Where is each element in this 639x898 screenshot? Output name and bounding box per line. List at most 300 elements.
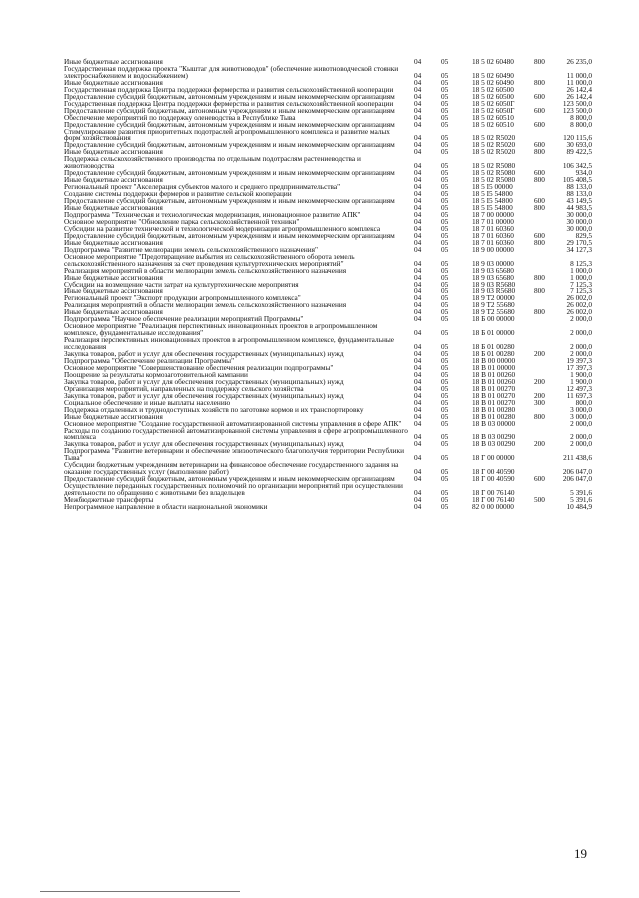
- row-rz: 04: [414, 223, 422, 233]
- row-rz: 04: [414, 411, 422, 421]
- row-name: Государственная поддержка Центра поддержки фермерства и развития сельскохозяйственной кооперации: [64, 84, 394, 94]
- row-csr: 18 7 01 60360: [472, 230, 514, 240]
- row-name: Предоставление субсидий бюджетным, автономным учреждениям и иным некоммерческим организациям: [64, 196, 395, 206]
- row-csr: 18 В 01 00280: [472, 404, 516, 414]
- row-name: Основное мероприятие "Создание государственной автоматизированной системы управления в сфере АПК": [64, 418, 402, 428]
- row-name: Реализация перспективных инновационных проектов в агропромышленном комплексе, фундаментальные исследования: [64, 335, 394, 352]
- row-pr: 05: [441, 502, 449, 511]
- row-sum: 5 391,6: [570, 488, 592, 498]
- row-pr: 05: [441, 237, 449, 247]
- row-pr: 05: [441, 404, 449, 414]
- row-sum: 3 000,0: [570, 411, 592, 421]
- row-csr: 18 9 03 65680: [472, 272, 514, 282]
- row-rz: 04: [414, 147, 422, 157]
- row-csr: 18 Г 00 40590: [472, 474, 515, 484]
- row-pr: 05: [441, 182, 449, 192]
- row-rz: 04: [414, 203, 422, 213]
- row-rz: 04: [414, 258, 422, 268]
- row-name: Организация мероприятий, направленных на поддержку сельского хозяйства: [64, 383, 304, 393]
- row-csr: 18 9 03 00000: [472, 258, 514, 268]
- row-name: Иные бюджетные ассигнования: [64, 147, 163, 157]
- row-name: Предоставление субсидий бюджетным, автономным учреждениям и иным некоммерческим организациям: [64, 474, 395, 484]
- row-csr: 18 5 I5 54800: [472, 203, 513, 213]
- row-sum: 2 000,0: [570, 349, 592, 359]
- row-sum: 26 002,0: [566, 300, 592, 310]
- row-sum: 29 170,5: [566, 237, 592, 247]
- row-sum: 11 697,3: [566, 390, 592, 400]
- row-pr: 05: [441, 383, 449, 393]
- row-csr: 18 5 02 R5020: [472, 140, 516, 150]
- row-name: Иные бюджетные ассигнования: [64, 286, 163, 296]
- row-sum: 89 422,5: [566, 147, 592, 157]
- row-sum: 26 002,0: [566, 293, 592, 303]
- row-sum: 8 800,0: [570, 112, 592, 122]
- row-rz: 04: [414, 182, 422, 192]
- row-sum: 1 000,0: [570, 265, 592, 275]
- row-sum: 211 438,6: [563, 453, 592, 463]
- row-name: Подпрограмма "Развитие мелиорации земель сельскохозяйственного назначения": [64, 244, 318, 254]
- row-pr: 05: [441, 91, 449, 101]
- row-vr: 800: [534, 286, 545, 296]
- row-rz: 04: [414, 237, 422, 247]
- row-name: Иные бюджетные ассигнования: [64, 272, 163, 282]
- row-name: Иные бюджетные ассигнования: [64, 307, 163, 317]
- row-csr: 18 В 01 00270: [472, 397, 516, 407]
- row-vr: 500: [534, 495, 545, 505]
- row-name: Поддержка отдаленных и труднодоступных хозяйств по заготовке кормов и их транспортировку: [64, 404, 364, 414]
- row-name: Подпрограмма "Обеспечение реализации Программы": [64, 355, 235, 365]
- row-name: Поддержка сельскохозяйственного производства по отдельным подотраслям растениеводства и животноводства: [64, 154, 361, 171]
- row-csr: 18 5 02 R5080: [472, 175, 516, 185]
- row-csr: 18 В 01 00000: [472, 362, 516, 372]
- row-vr: 800: [534, 237, 545, 247]
- row-name: Непрограммное направление в области национальной экономики: [64, 502, 268, 511]
- row-name: Создание системы поддержки фермеров и развитие сельской кооперации: [64, 189, 292, 199]
- row-rz: 04: [414, 286, 422, 296]
- row-csr: 18 Б 01 00000: [472, 328, 515, 338]
- row-rz: 04: [414, 307, 422, 317]
- row-pr: 05: [441, 397, 449, 407]
- row-csr: 18 Г 00 40590: [472, 467, 515, 477]
- row-csr: 18 5 02 60500: [472, 84, 514, 94]
- row-sum: 11 000,0: [566, 77, 592, 87]
- row-sum: 2 000,0: [570, 342, 592, 352]
- row-pr: 05: [441, 147, 449, 157]
- row-name: Подпрограмма "Научное обеспечение реализации мероприятий Программы": [64, 314, 304, 324]
- row-csr: 18 Б 01 00280: [472, 349, 515, 359]
- row-rz: 04: [414, 314, 422, 324]
- row-rz: 04: [414, 432, 422, 442]
- row-csr: 18 Б 00 00000: [472, 314, 515, 324]
- row-pr: 05: [441, 140, 449, 150]
- row-pr: 05: [441, 349, 449, 359]
- row-name: Закупка товаров, работ и услуг для обеспечения государственных (муниципальных) нужд: [64, 439, 344, 449]
- row-csr: 18 Г 00 76140: [472, 495, 515, 505]
- row-rz: 04: [414, 488, 422, 498]
- row-sum: 43 149,5: [566, 196, 592, 206]
- row-pr: 05: [441, 133, 449, 143]
- row-csr: 18 5 02 R5020: [472, 133, 516, 143]
- row-csr: 18 9 T2 55680: [472, 307, 515, 317]
- row-pr: 05: [441, 369, 449, 379]
- row-pr: 05: [441, 418, 449, 428]
- row-sum: 106 342,5: [562, 161, 592, 171]
- row-csr: 18 Г 00 00000: [472, 453, 515, 463]
- row-vr: 200: [534, 349, 545, 359]
- row-pr: 05: [441, 216, 449, 226]
- row-vr: 600: [534, 140, 545, 150]
- row-name: Закупка товаров, работ и услуг для обеспечения государственных (муниципальных) нужд: [64, 390, 344, 400]
- row-pr: 05: [441, 307, 449, 317]
- row-csr: 18 В 01 00260: [472, 369, 516, 379]
- row-pr: 05: [441, 495, 449, 505]
- row-rz: 04: [414, 376, 422, 386]
- row-sum: 8 800,0: [570, 119, 592, 129]
- row-vr: 200: [534, 376, 545, 386]
- row-sum: 1 900,0: [570, 376, 592, 386]
- row-sum: 7 125,3: [570, 286, 592, 296]
- row-pr: 05: [441, 411, 449, 421]
- row-csr: 18 9 00 00000: [472, 244, 514, 254]
- row-pr: 05: [441, 112, 449, 122]
- row-name: Предоставление субсидий бюджетным, автономным учреждениям и иным некоммерческим организациям: [64, 91, 395, 101]
- row-vr: 800: [534, 411, 545, 421]
- row-rz: 04: [414, 77, 422, 87]
- row-sum: 10 484,9: [566, 502, 592, 511]
- row-rz: 04: [414, 196, 422, 206]
- row-sum: 3 000,0: [570, 404, 592, 414]
- row-name: Реализация мероприятий в области мелиорации земель сельскохозяйственного назначения: [64, 265, 347, 275]
- row-name: Основное мероприятие "Реализация перспективных инновационных проектов в агропромышленном комплексе, фундаментальные исследования": [64, 321, 378, 338]
- row-rz: 04: [414, 502, 422, 511]
- row-rz: 04: [414, 133, 422, 143]
- row-rz: 04: [414, 112, 422, 122]
- row-pr: 05: [441, 209, 449, 219]
- row-name: Расходы по созданию государственной автоматизированной системы управления в сфере агропромышленного комплекса: [64, 425, 408, 442]
- row-pr: 05: [441, 84, 449, 94]
- row-rz: 04: [414, 105, 422, 115]
- row-rz: 04: [414, 98, 422, 108]
- row-name: Основное мероприятие "Совершенствование обеспечения реализации подпрограммы": [64, 362, 334, 372]
- row-pr: 05: [441, 390, 449, 400]
- row-rz: 04: [414, 216, 422, 226]
- row-pr: 05: [441, 432, 449, 442]
- row-csr: 18 5 02 60490: [472, 70, 514, 80]
- row-rz: 04: [414, 168, 422, 178]
- row-pr: 05: [441, 328, 449, 338]
- row-rz: 04: [414, 293, 422, 303]
- row-rz: 04: [414, 91, 422, 101]
- row-name: Социальное обеспечение и иные выплаты населению: [64, 397, 231, 407]
- row-name: Предоставление субсидий бюджетным, автономным учреждениям и иным некоммерческим организациям: [64, 140, 395, 150]
- row-csr: 18 9 03 R5680: [472, 286, 516, 296]
- row-pr: 05: [441, 279, 449, 289]
- row-rz: 04: [414, 209, 422, 219]
- row-pr: 05: [441, 439, 449, 449]
- row-vr: 600: [534, 196, 545, 206]
- row-pr: 05: [441, 293, 449, 303]
- row-sum: 12 497,3: [566, 383, 592, 393]
- row-pr: 05: [441, 98, 449, 108]
- row-csr: 18 9 03 R5680: [472, 279, 516, 289]
- row-pr: 05: [441, 196, 449, 206]
- row-rz: 04: [414, 467, 422, 477]
- row-sum: 206 047,0: [562, 474, 592, 484]
- row-name: Подпрограмма "Техническая и технологическая модернизация, инновационное развитие АПК": [64, 209, 361, 219]
- row-csr: 18 7 01 60360: [472, 223, 514, 233]
- row-rz: 04: [414, 230, 422, 240]
- row-sum: 7 125,3: [570, 279, 592, 289]
- row-csr: 18 5 02 R5080: [472, 168, 516, 178]
- row-vr: 600: [534, 119, 545, 129]
- row-vr: 200: [534, 390, 545, 400]
- row-pr: 05: [441, 77, 449, 87]
- row-sum: 206 047,0: [562, 467, 592, 477]
- row-vr: 600: [534, 168, 545, 178]
- row-vr: 800: [534, 203, 545, 213]
- row-csr: 18 5 I5 54800: [472, 189, 513, 199]
- row-csr: 18 Б 01 00280: [472, 342, 515, 352]
- row-rz: 04: [414, 84, 422, 94]
- row-sum: 829,5: [575, 230, 592, 240]
- row-csr: 18 В 01 00260: [472, 376, 516, 386]
- table-row: [64, 504, 592, 511]
- row-csr: 18 7 01 60360: [472, 237, 514, 247]
- row-name: Основное мероприятие "Обновление парка сельскохозяйственной техники": [64, 216, 300, 226]
- row-name: Стимулирование развития приоритетных подотраслей агропромышленного комплекса и развитие малых форм хозяйствования: [64, 126, 390, 143]
- footer-rule: [40, 891, 240, 892]
- row-pr: 05: [441, 342, 449, 352]
- row-sum: 123 500,0: [562, 98, 592, 108]
- row-sum: 105 408,5: [562, 175, 592, 185]
- row-pr: 05: [441, 119, 449, 129]
- row-name: Предоставление субсидий бюджетным, автономным учреждениям и иным некоммерческим организациям: [64, 168, 395, 178]
- row-csr: 18 7 01 00000: [472, 216, 514, 226]
- row-rz: 04: [414, 328, 422, 338]
- row-sum: 11 000,0: [566, 70, 592, 80]
- row-csr: 18 5 I5 54800: [472, 196, 513, 206]
- row-sum: 123 500,0: [562, 105, 592, 115]
- row-sum: 1 900,0: [570, 369, 592, 379]
- row-name: Субсидии бюджетным учреждениям ветеринарии на финансовое обеспечение государственного задания на оказание государственных услуг (выполнение работ): [64, 460, 399, 477]
- row-name: Основное мероприятие "Предотвращение выбытия из сельскохозяйственного оборота земель сельскохозяйственного назначения за счет проведения культуртехнических мероприятий": [64, 251, 355, 268]
- row-rz: 04: [414, 453, 422, 463]
- row-rz: 04: [414, 161, 422, 171]
- row-sum: 26 002,0: [566, 307, 592, 317]
- row-sum: 934,0: [575, 168, 592, 178]
- row-pr: 05: [441, 314, 449, 324]
- row-name: Региональный проект "Экспорт продукции агропромышленного комплекса": [64, 293, 301, 303]
- row-pr: 05: [441, 258, 449, 268]
- row-vr: 600: [534, 474, 545, 484]
- row-rz: 04: [414, 175, 422, 185]
- row-csr: 18 5 02 60480: [472, 57, 514, 66]
- row-rz: 04: [414, 404, 422, 414]
- row-rz: 04: [414, 342, 422, 352]
- row-sum: 2 000,0: [570, 328, 592, 338]
- row-vr: 300: [534, 397, 545, 407]
- row-rz: 04: [414, 265, 422, 275]
- row-vr: 200: [534, 439, 545, 449]
- row-sum: 30 000,0: [566, 223, 592, 233]
- row-name: Иные бюджетные ассигнования: [64, 411, 163, 421]
- row-name: Государственная поддержка проекта "Кыштаг для животноводов" (обеспечение животноводческой стоянки электроснабжением и водоснабжением): [64, 63, 399, 80]
- row-vr: 800: [534, 175, 545, 185]
- row-name: Государственная поддержка Центра поддержки фермерства и развития сельскохозяйственной кооперации: [64, 98, 394, 108]
- row-pr: 05: [441, 362, 449, 372]
- row-name: Субсидии на возмещение части затрат на культуртехнические мероприятия: [64, 279, 299, 289]
- row-sum: 800,0: [575, 397, 592, 407]
- row-name: Иные бюджетные ассигнования: [64, 203, 163, 213]
- row-rz: 04: [414, 57, 422, 66]
- row-pr: 05: [441, 300, 449, 310]
- row-name: Подпрограмма "Развитие ветеринарии и обеспечение эпизоотического благополучия территории Республики Тыва": [64, 446, 405, 463]
- row-sum: 26 235,0: [566, 57, 592, 66]
- row-vr: 800: [534, 272, 545, 282]
- row-name: Предоставление субсидий бюджетным, автономным учреждениям и иным некоммерческим организациям: [64, 105, 395, 115]
- row-rz: 04: [414, 244, 422, 254]
- row-pr: 05: [441, 355, 449, 365]
- row-name: Реализация мероприятий в области мелиорации земель сельскохозяйственного назначения: [64, 300, 347, 310]
- row-csr: 18 В 01 00280: [472, 411, 516, 421]
- row-csr: 18 5 02 R5020: [472, 147, 516, 157]
- row-pr: 05: [441, 474, 449, 484]
- row-sum: 44 983,5: [566, 203, 592, 213]
- row-csr: 18 Г 00 76140: [472, 488, 515, 498]
- row-sum: 2 000,0: [570, 314, 592, 324]
- row-pr: 05: [441, 57, 449, 66]
- row-rz: 04: [414, 418, 422, 428]
- row-name: Обеспечение мероприятий по поддержку оленеводства в Республике Тыва: [64, 112, 296, 122]
- row-csr: 18 9 T2 55680: [472, 300, 515, 310]
- row-csr: 18 9 T2 00000: [472, 293, 515, 303]
- row-csr: 18 В 03 00000: [472, 418, 516, 428]
- row-sum: 30 000,0: [566, 209, 592, 219]
- row-csr: 18 В 03 00290: [472, 432, 516, 442]
- row-rz: 04: [414, 140, 422, 150]
- row-name: Предоставление субсидий бюджетным, автономным учреждениям и иным некоммерческим организациям: [64, 230, 395, 240]
- row-sum: 26 142,4: [566, 84, 592, 94]
- row-name: Поощрение за результаты кормозаготовительной кампании: [64, 369, 248, 379]
- row-rz: 04: [414, 70, 422, 80]
- row-sum: 1 000,0: [570, 272, 592, 282]
- row-sum: 26 142,4: [566, 91, 592, 101]
- row-pr: 05: [441, 175, 449, 185]
- row-sum: 34 127,3: [566, 244, 592, 254]
- row-pr: 05: [441, 244, 449, 254]
- row-vr: 800: [534, 307, 545, 317]
- row-sum: 30 000,0: [566, 216, 592, 226]
- row-sum: 120 115,6: [563, 133, 592, 143]
- row-name: Региональный проект "Акселерация субъектов малого и среднего предпринимательства": [64, 182, 341, 192]
- row-pr: 05: [441, 272, 449, 282]
- row-csr: 18 5 02 6050Г: [472, 98, 515, 108]
- budget-table: [64, 59, 592, 511]
- row-sum: 88 133,0: [566, 189, 592, 199]
- row-csr: 18 5 02 6050Г: [472, 105, 515, 115]
- row-name: Субсидии на развитие технической и технологической модернизации агропромышленного комплекса: [64, 223, 381, 233]
- row-name: Межбюджетные трансферты: [64, 495, 154, 505]
- row-sum: 2 000,0: [570, 432, 592, 442]
- row-sum: 17 397,3: [566, 362, 592, 372]
- row-sum: 8 125,3: [570, 258, 592, 268]
- row-csr: 18 5 02 60500: [472, 91, 514, 101]
- row-csr: 82 0 00 00000: [472, 502, 514, 511]
- row-name: Иные бюджетные ассигнования: [64, 77, 163, 87]
- row-rz: 04: [414, 383, 422, 393]
- row-name: Закупка товаров, работ и услуг для обеспечения государственных (муниципальных) нужд: [64, 349, 344, 359]
- row-name: Осуществление переданных государственных полномочий по организации мероприятий при осуществлении деятельности по обращению с животными без владельцев: [64, 481, 403, 498]
- row-rz: 04: [414, 279, 422, 289]
- row-pr: 05: [441, 488, 449, 498]
- row-vr: 600: [534, 91, 545, 101]
- row-sum: 30 693,0: [566, 140, 592, 150]
- page-number: 19: [574, 846, 587, 861]
- row-rz: 04: [414, 355, 422, 365]
- row-csr: 18 7 00 00000: [472, 209, 514, 219]
- row-pr: 05: [441, 467, 449, 477]
- row-pr: 05: [441, 70, 449, 80]
- row-csr: 18 5 02 60510: [472, 112, 514, 122]
- row-csr: 18 5 02 60510: [472, 119, 514, 129]
- row-csr: 18 5 02 R5080: [472, 161, 516, 171]
- row-sum: 2 000,0: [570, 418, 592, 428]
- row-rz: 04: [414, 495, 422, 505]
- row-sum: 19 397,3: [566, 355, 592, 365]
- row-csr: 18 В 00 00000: [472, 355, 516, 365]
- row-vr: 800: [534, 147, 545, 157]
- row-pr: 05: [441, 230, 449, 240]
- row-pr: 05: [441, 265, 449, 275]
- row-csr: 18 В 01 00270: [472, 390, 516, 400]
- row-name: Иные бюджетные ассигнования: [64, 237, 163, 247]
- row-pr: 05: [441, 189, 449, 199]
- row-pr: 05: [441, 168, 449, 178]
- row-vr: 600: [534, 230, 545, 240]
- row-pr: 05: [441, 223, 449, 233]
- row-sum: 5 391,6: [570, 495, 592, 505]
- row-rz: 04: [414, 439, 422, 449]
- row-csr: 18 В 03 00290: [472, 439, 516, 449]
- row-rz: 04: [414, 300, 422, 310]
- row-rz: 04: [414, 119, 422, 129]
- row-sum: 2 000,0: [570, 439, 592, 449]
- row-csr: 18 5 02 60490: [472, 77, 514, 87]
- row-rz: 04: [414, 397, 422, 407]
- row-rz: 04: [414, 362, 422, 372]
- row-name: Иные бюджетные ассигнования: [64, 175, 163, 185]
- row-name: Иные бюджетные ассигнования: [64, 57, 163, 66]
- row-pr: 05: [441, 286, 449, 296]
- row-csr: 18 9 03 65680: [472, 265, 514, 275]
- row-pr: 05: [441, 453, 449, 463]
- row-rz: 04: [414, 189, 422, 199]
- row-vr: 800: [534, 57, 545, 66]
- row-vr: 800: [534, 77, 545, 87]
- row-name: Закупка товаров, работ и услуг для обеспечения государственных (муниципальных) нужд: [64, 376, 344, 386]
- row-vr: 600: [534, 105, 545, 115]
- row-sum: 88 133,0: [566, 182, 592, 192]
- row-rz: 04: [414, 272, 422, 282]
- row-rz: 04: [414, 369, 422, 379]
- row-rz: 04: [414, 349, 422, 359]
- row-pr: 05: [441, 105, 449, 115]
- row-name: Предоставление субсидий бюджетным, автономным учреждениям и иным некоммерческим организациям: [64, 119, 395, 129]
- row-csr: 18 В 01 00270: [472, 383, 516, 393]
- row-pr: 05: [441, 203, 449, 213]
- row-rz: 04: [414, 474, 422, 484]
- row-pr: 05: [441, 161, 449, 171]
